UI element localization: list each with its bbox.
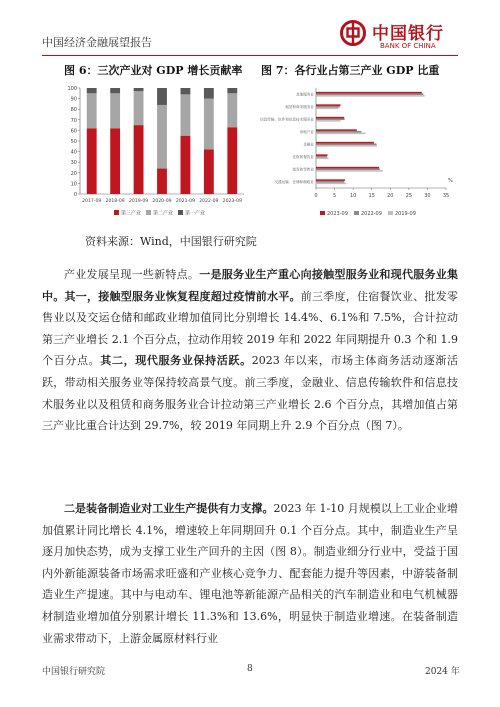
bar-segment <box>181 136 191 194</box>
bar <box>316 181 344 183</box>
bar <box>316 129 357 131</box>
x-tick-label: 2020-09 <box>152 199 172 204</box>
bar-segment <box>87 128 97 194</box>
legend-swatch <box>388 211 393 215</box>
bar <box>316 117 344 119</box>
y-tick-label: 70 <box>70 117 77 124</box>
bar-segment <box>110 128 120 194</box>
bar <box>316 106 340 108</box>
bar-segment <box>134 88 144 91</box>
bar <box>316 154 328 156</box>
legend-label: 2019-09 <box>395 210 416 217</box>
category-label: 交通运输、仓储和邮政业 <box>274 180 314 185</box>
paragraph-industry-features <box>42 264 458 437</box>
category-label: 房地产业 <box>299 130 314 135</box>
bar <box>316 170 383 172</box>
x-tick-label: 2019-09 <box>128 199 149 204</box>
bar <box>316 179 345 181</box>
y-tick-label: 20 <box>70 170 77 177</box>
gdp-contribution-chart <box>62 82 252 224</box>
category-label: 信息传输、软件和信息技术服务业 <box>260 117 314 122</box>
footer-page-number: 8 <box>247 664 253 674</box>
legend-label: 第二产业 <box>153 210 174 217</box>
x-tick-label: 2022-09 <box>199 199 219 204</box>
bar-segment <box>204 99 214 150</box>
y-tick-label: 60 <box>70 128 77 135</box>
bar <box>316 93 423 95</box>
logo-chinese-name: 中国银行 <box>372 24 444 44</box>
bar-segment <box>181 94 191 135</box>
figure-6-title: 图 6：三次产业对 GDP 增长贡献率 <box>64 64 243 77</box>
bar-segment <box>204 149 214 194</box>
x-tick-label: 0 <box>314 193 318 199</box>
category-label: 住宿和餐饮业 <box>292 155 314 160</box>
bar <box>316 108 338 110</box>
figure-7-title: 图 7：各行业占第三产业 GDP 比重 <box>261 64 440 77</box>
bar-segment <box>134 125 144 194</box>
bar <box>316 104 341 106</box>
bar-segment <box>87 93 97 128</box>
bar <box>316 131 361 133</box>
bar-segment <box>227 93 237 127</box>
bar <box>316 183 346 185</box>
bar <box>316 158 329 160</box>
bar-segment <box>110 93 120 128</box>
y-tick-label: 0 <box>73 192 77 198</box>
bar <box>316 143 377 145</box>
y-tick-label: 40 <box>70 149 77 156</box>
y-tick-label: 10 <box>70 181 77 188</box>
y-tick-label: 50 <box>70 139 77 145</box>
bar <box>316 145 377 147</box>
x-tick-label: 20 <box>387 193 394 199</box>
report-header-title: 中国经济金融展望报告 <box>42 36 152 49</box>
bar <box>316 92 422 94</box>
tertiary-share-chart <box>258 82 458 224</box>
para1-detail-one: 前三季度，住宿餐饮业、批发零售业以及交运仓储和邮政业增加值同比分别增长 14.4%、6.1%和 7.5%，合计拉动第三产业增长 2.1 个百分点，拉动作用较 2019 年和 2022 年同期提升 0.3 个和 1.9 个百分点。 <box>42 289 458 368</box>
legend-label: 2022-09 <box>361 210 382 217</box>
category-label: 其他服务业 <box>296 92 314 97</box>
header-rule <box>42 55 458 56</box>
y-tick-label: 80 <box>70 107 77 114</box>
bar-segment <box>134 91 144 125</box>
x-tick-label: 35 <box>442 193 450 199</box>
legend-label: 第一产业 <box>185 210 206 217</box>
bar-segment <box>227 127 237 194</box>
x-tick-label: 30 <box>424 193 431 199</box>
para1-point-two: 其二，现代服务业保持活跃。 <box>100 354 252 368</box>
x-unit-label: % <box>448 178 453 184</box>
category-label: 租赁和商务服务业 <box>285 105 314 110</box>
bar-segment <box>157 169 167 194</box>
category-label: 金融业 <box>303 142 314 147</box>
bar <box>316 156 327 158</box>
legend-swatch <box>320 211 325 215</box>
bar <box>316 167 379 169</box>
para2-detail: 2023 年 1-10 月规模以上工业企业增加值累计同比增长 4.1%，增速较上年同期回升 0.1 个百分点。其中，制造业生产呈逐月加快态势，成为支撑工业生产回升的主因（图 8）。制造业细分行业中，受益于国内外新能源装备市场需求旺盛和产业核心竞争力、配套能力提升等因素，中游装备制造业生产提速。其中与电动车、锂电池等新能源产品相关的汽车制造业和电气机械器材制造业增加值分别累计增长 11.3%和 13.6%，明显快于制造业增速。在装备制造业需求带动下，上游金属原材料行业 <box>42 502 459 645</box>
legend-label: 第三产业 <box>121 210 142 217</box>
footer-year: 2024 年 <box>425 667 460 677</box>
legend-swatch <box>114 210 119 215</box>
legend-swatch <box>178 210 183 215</box>
bar <box>316 133 365 135</box>
para1-lead: 产业发展呈现一些新特点。 <box>64 268 200 281</box>
bar <box>316 120 341 122</box>
bar <box>316 118 345 120</box>
legend-swatch <box>146 210 151 215</box>
bank-logo <box>340 18 462 58</box>
bar <box>316 168 380 170</box>
y-tick-label: 90 <box>70 96 77 103</box>
footer-organization: 中国银行研究院 <box>42 667 106 677</box>
legend-label: 2023-09 <box>327 210 348 217</box>
para2-lead: 二是装备制造业对工业生产提供有力支撑。 <box>64 502 274 515</box>
bar <box>316 95 425 97</box>
x-tick-label: 2017-09 <box>82 199 102 204</box>
x-tick-label: 2021-09 <box>175 199 196 204</box>
x-tick-label: 15 <box>368 193 375 199</box>
x-tick-label: 2018-09 <box>105 199 125 204</box>
y-tick-label: 30 <box>70 160 77 167</box>
x-tick-label: 10 <box>349 193 357 199</box>
bar-segment <box>181 88 191 94</box>
bar-segment <box>87 88 97 93</box>
paragraph-equipment-manufacturing <box>42 498 458 649</box>
bar-segment <box>157 88 167 105</box>
boc-emblem-icon <box>340 20 366 46</box>
bar-segment <box>157 105 167 169</box>
x-tick-label: 2023-09 <box>222 199 242 204</box>
x-tick-label: 25 <box>405 193 413 199</box>
para1-detail-two: 2023 年以来，市场主体商务活动逐渐活跃，带动相关服务业等保持较高景气度。前三季度，金融业、信息传输软件和信息技术服务业以及租赁和商务服务业合计拉动第三产业增长 2.6 个百分点，其增加值占第三产业比重合计达到 29.7%，较 2019 年同期上升 2.9 个百分点（图 7）。 <box>42 354 458 433</box>
data-source-note: 资料来源：Wind，中国银行研究院 <box>85 235 257 248</box>
legend-swatch <box>354 211 359 215</box>
para1-point-one: 一是服务业生产重心向接触型服务业和现代服务业集中。其一，接触型服务业恢复程度超过疫情前水平。 <box>42 268 459 303</box>
bar <box>316 142 374 144</box>
y-tick-label: 100 <box>67 86 77 92</box>
logo-english-name: BANK OF CHINA <box>380 42 436 50</box>
bar-segment <box>110 88 120 93</box>
x-tick-label: 5 <box>332 193 337 199</box>
category-label: 批发和零售业 <box>292 167 314 172</box>
bar-segment <box>204 88 214 99</box>
bar-segment <box>227 88 237 93</box>
